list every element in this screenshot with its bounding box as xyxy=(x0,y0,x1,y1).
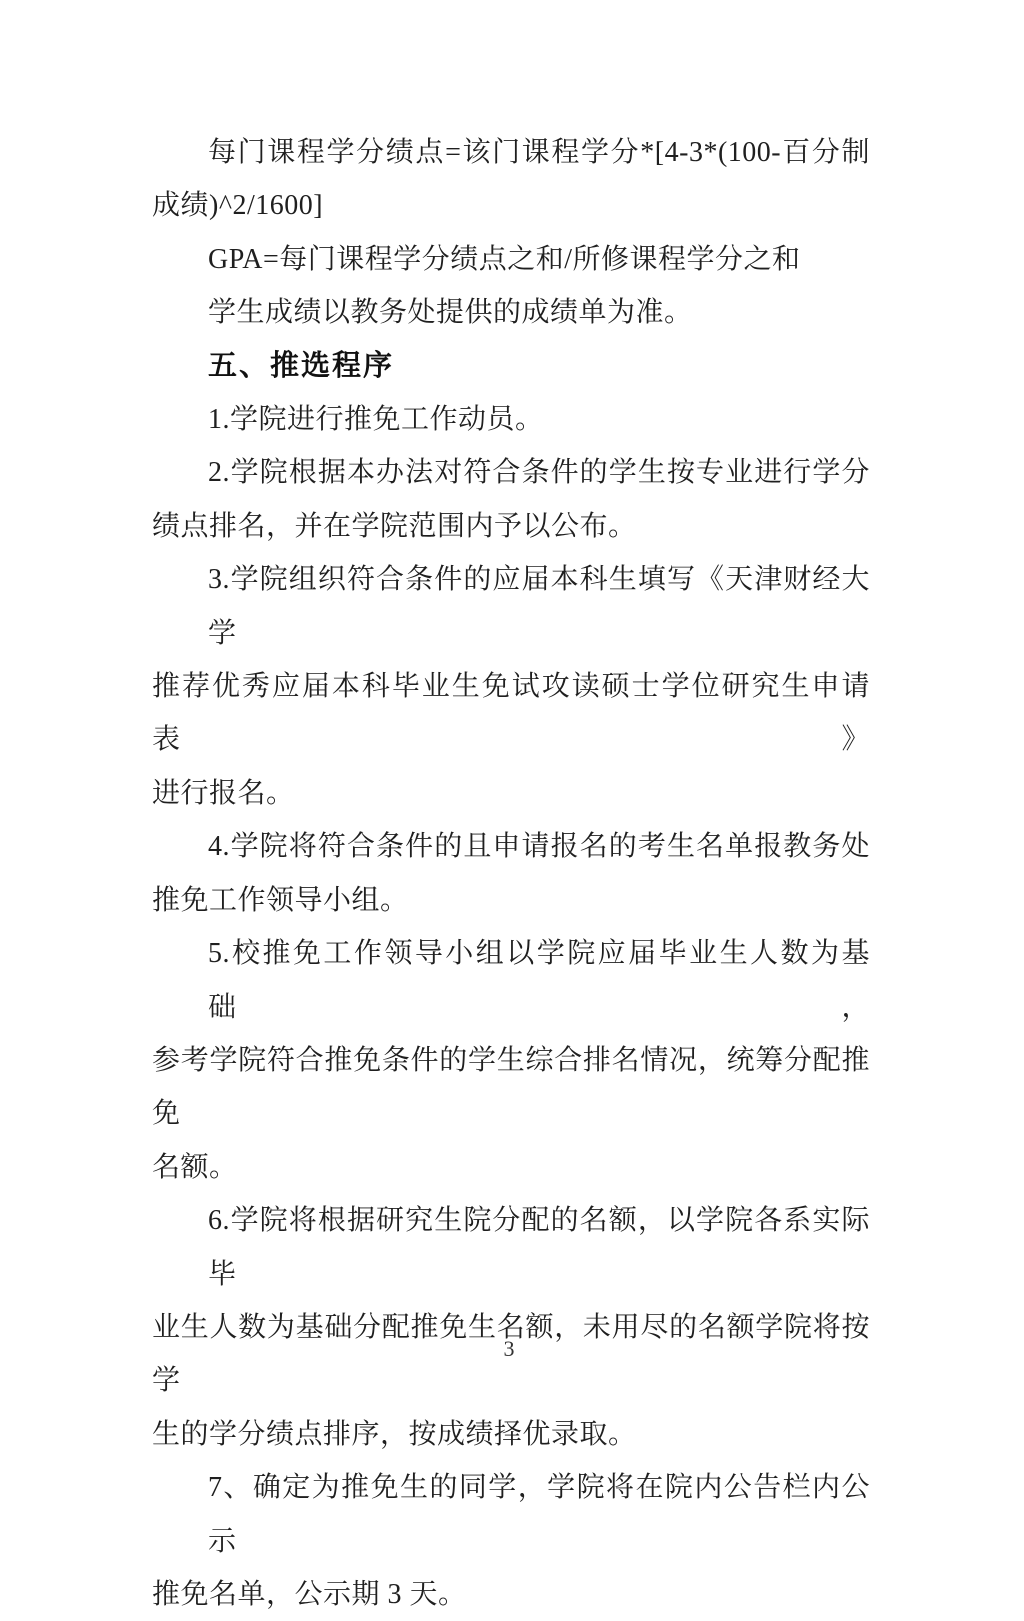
text-line: 4.学院将符合条件的且申请报名的考生名单报教务处 xyxy=(208,831,870,863)
text-line: 7、确定为推免生的同学，学院将在院内公告栏内公示 xyxy=(208,1472,870,1557)
document-body xyxy=(152,126,870,1621)
text-line: GPA=每门课程学分绩点之和/所修课程学分之和 xyxy=(208,243,801,275)
text-line: 6.学院将根据研究生院分配的名额，以学院各系实际毕 xyxy=(208,1205,870,1290)
text-line: 每门课程学分绩点=该门课程学分*[4-3*(100-百分制 xyxy=(208,137,870,168)
text-line: 参考学院符合推免条件的学生综合排名情况，统筹分配推免 xyxy=(152,1044,870,1130)
section-heading-5: 五、推选程序 xyxy=(208,349,395,382)
text-line: 推免名单，公示期 3 天。 xyxy=(152,1578,467,1610)
text-line: 5.校推免工作领导小组以学院应届毕业生人数为基础， xyxy=(208,938,870,1023)
text-line: 成绩)^2/1600] xyxy=(152,190,324,222)
text-line: 业生人数为基础分配推免生名额，未用尽的名额学院将按学 xyxy=(152,1311,870,1397)
page-number: 3 xyxy=(503,1336,515,1361)
text-line: 学生成绩以教务处提供的成绩单为准。 xyxy=(208,297,693,329)
text-line: 绩点排名，并在学院范围内予以公布。 xyxy=(152,510,637,542)
text-line: 1.学院进行推免工作动员。 xyxy=(208,404,544,436)
text-line: 推荐优秀应届本科毕业生免试攻读硕士学位研究生申请表》 xyxy=(152,671,870,756)
text-line: 名额。 xyxy=(152,1151,238,1183)
text-line: 2.学院根据本办法对符合条件的学生按专业进行学分 xyxy=(208,457,870,489)
text-line: 进行报名。 xyxy=(152,777,295,809)
text-line: 生的学分绩点排序，按成绩择优录取。 xyxy=(152,1418,637,1450)
text-line: 推免工作领导小组。 xyxy=(152,884,409,916)
text-line: 3.学院组织符合条件的应届本科生填写《天津财经大学 xyxy=(208,564,870,649)
